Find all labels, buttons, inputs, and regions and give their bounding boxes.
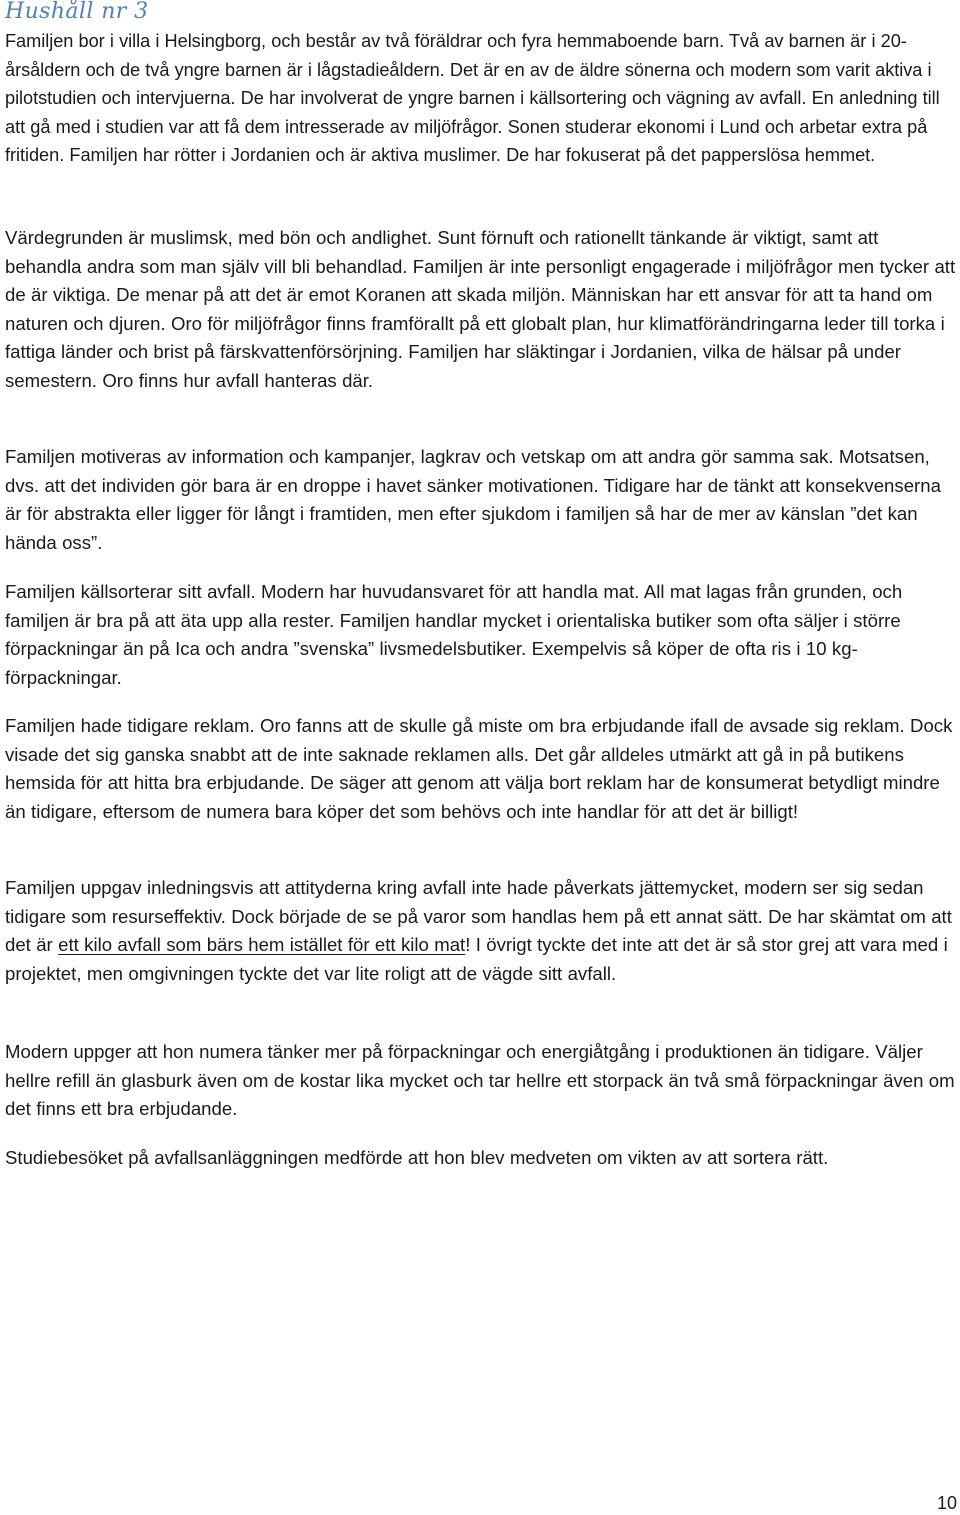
intro-paragraph: Familjen bor i villa i Helsingborg, och består av två föräldrar och fyra hemmaboende barn. Två av barnen är i 20-årsåldern och de två yngre barnen är i lågstadieåldern. Det är en av de äldre sönerna och modern som varit aktiva i pilotstudien och intervjuerna. De har involverat de yngre barnen i källsortering och vägning av avfall. En anledning till att gå med i studien var att få dem intresserade av miljöfrågor. Sonen studerar ekonomi i Lund och arbetar extra på fritiden. Familjen har rötter i Jordanien och är aktiva muslimer. De har fokuserat på det papperslösa hemmet. (5, 31, 940, 165)
attitudes-text-before: Familjen uppgav inledningsvis att attityderna kring avfall inte hade påverkats jättemycket, modern ser sig sedan tidigare som resurseffektiv. Dock började de se på varor som handlas hem på ett annat sätt. De har skämtat om att det är (5, 877, 952, 955)
attitudes-text-after: ! I övrigt tyckte det inte att det är så stor grej att vara med i projektet, men omgivningen tyckte det var lite roligt att de vägde sitt avfall. (5, 934, 948, 984)
section-heading: Hushåll nr 3 (5, 0, 149, 24)
attitudes-paragraph (5, 874, 957, 988)
motivation-paragraph: Familjen motiveras av information och kampanjer, lagkrav och vetskap om att andra gör samma sak. Motsatsen, dvs. att det individen gör bara är en droppe i havet sänker motivationen. Tidigare har de tänkt att konsekvenserna är för abstrakta eller ligger för långt i framtiden, men efter sjukdom i familjen så har de mer av känslan ”det kan hända oss”. (5, 446, 941, 553)
page-number: 10 (936, 1493, 957, 1513)
study-visit-paragraph: Studiebesöket på avfallsanläggningen medförde att hon blev medveten om vikten av att sortera rätt. (5, 1147, 829, 1168)
sorting-paragraph: Familjen källsorterar sitt avfall. Modern har huvudansvaret för att handla mat. All mat lagas från grunden, och familjen är bra på att äta upp alla rester. Familjen handlar mycket i orientaliska butiker som ofta säljer i större förpackningar än på Ica och andra ”svenska” livsmedelsbutiker. Exempelvis så köper de ofta ris i 10 kg-förpackningar. (5, 581, 903, 688)
underlined-quote: ett kilo avfall som bärs hem istället för ett kilo mat (58, 934, 466, 955)
packaging-paragraph: Modern uppger att hon numera tänker mer på förpackningar och energiåtgång i produktionen än tidigare. Väljer hellre refill än glasburk även om de kostar lika mycket och tar hellre ett storpack än två små förpackningar även om det finns ett bra erbjudande. (5, 1041, 955, 1119)
values-paragraph: Värdegrunden är muslimsk, med bön och andlighet. Sunt förnuft och rationellt tänkande är viktigt, samt att behandla andra som man själv vill bli behandlad. Familjen är inte personligt engagerade i miljöfrågor men tycker att de är viktiga. De menar på att det är emot Koranen att skada miljön. Människan har ett ansvar för att ta hand om naturen och djuren. Oro för miljöfrågor finns framförallt på ett globalt plan, hur klimatförändringarna leder till torka i fattiga länder och brist på färskvattenförsörjning. Familjen har släktingar i Jordanien, vilka de hälsar på under semestern. Oro finns hur avfall hanteras där. (5, 227, 956, 391)
advertising-paragraph: Familjen hade tidigare reklam. Oro fanns att de skulle gå miste om bra erbjudande ifall de avsade sig reklam. Dock visade det sig ganska snabbt att de inte saknade reklamen alls. Det går alldeles utmärkt att gå in på butikens hemsida för att hitta bra erbjudande. De säger att genom att välja bort reklam har de konsumerat betydligt mindre än tidigare, eftersom de numera bara köper det som behövs och inte handlar för att det är billigt! (5, 715, 953, 822)
